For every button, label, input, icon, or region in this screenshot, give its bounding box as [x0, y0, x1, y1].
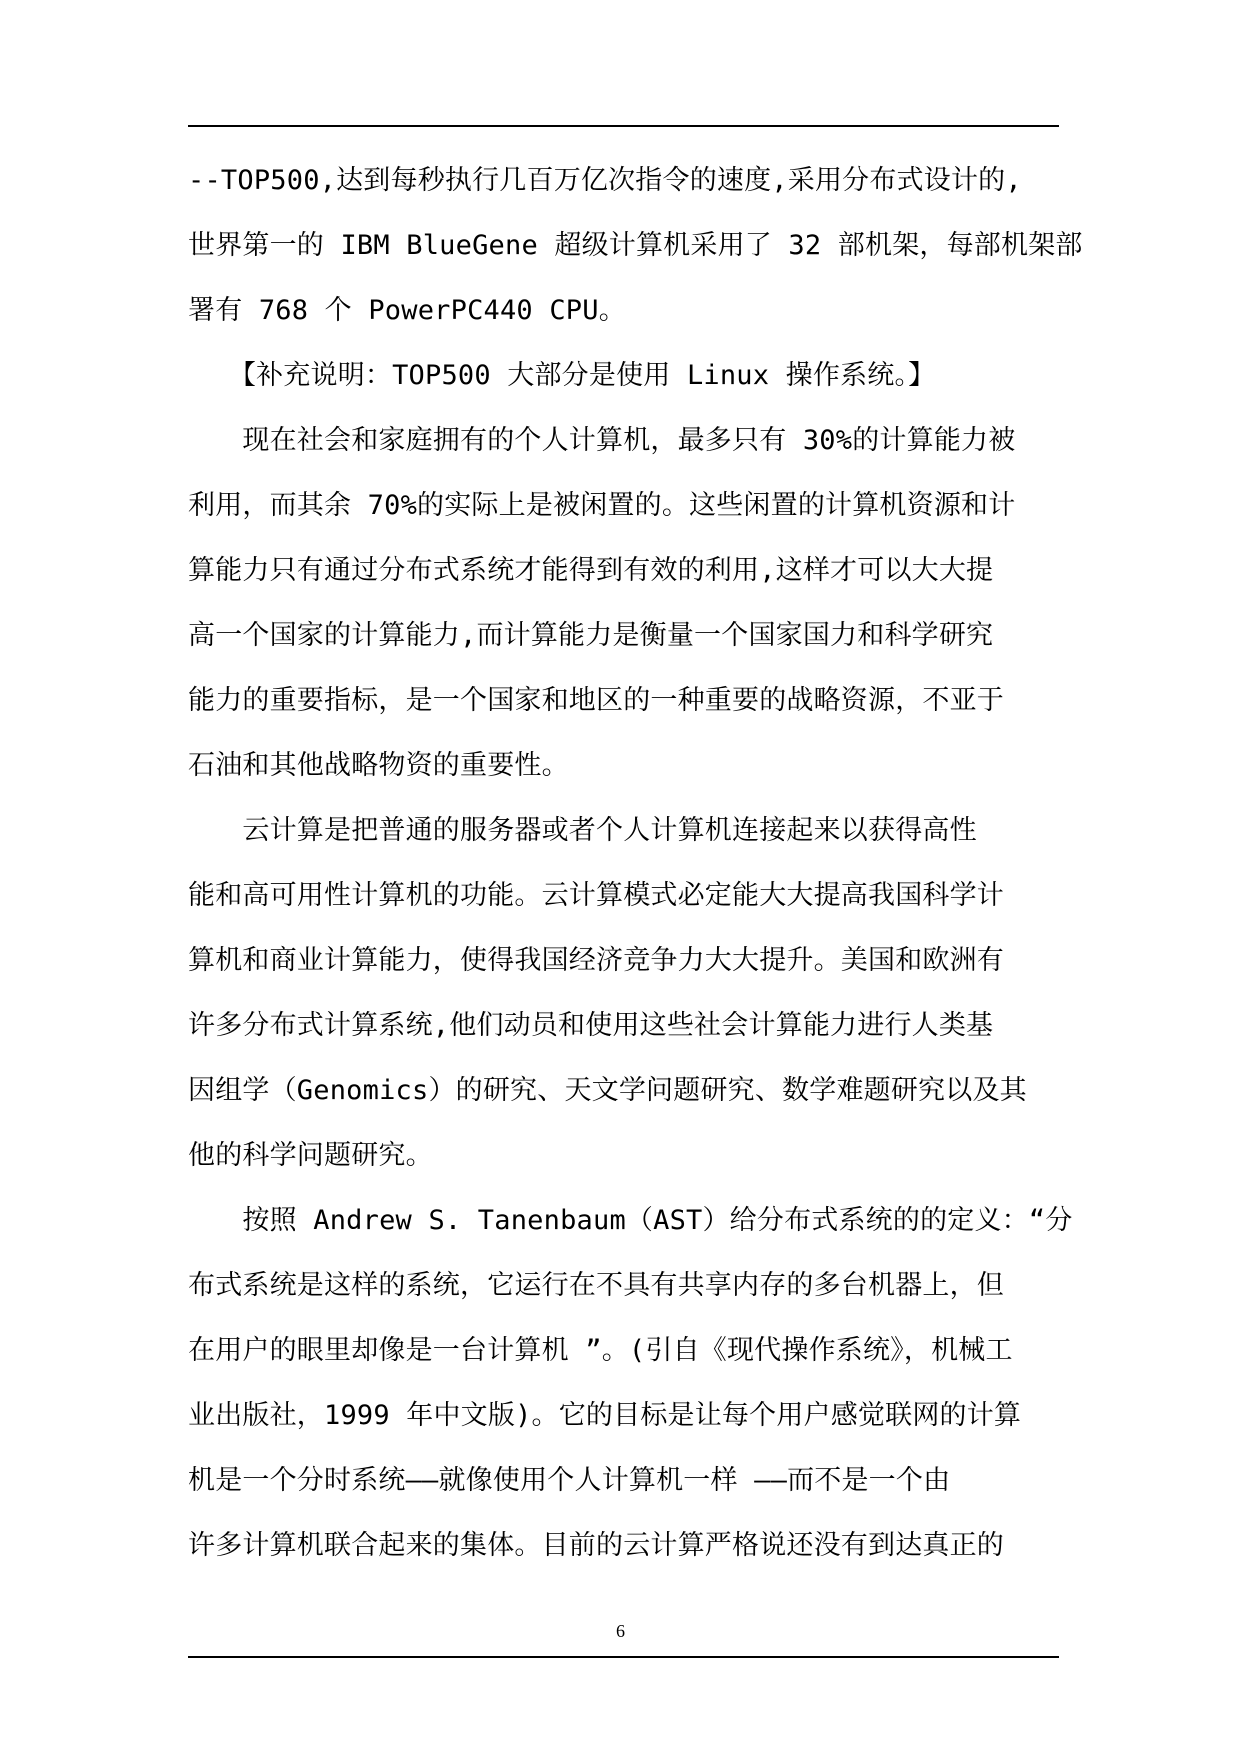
text-line: 业出版社，1999 年中文版)。它的目标是让每个用户感觉联网的计算 — [188, 1400, 1022, 1431]
text-line: 云计算是把普通的服务器或者个人计算机连接起来以获得高性 — [188, 815, 977, 846]
text-line: 利用，而其余 70%的实际上是被闲置的。这些闲置的计算机资源和计 — [188, 490, 1016, 521]
body-text — [188, 148, 1083, 1578]
text-line: 按照 Andrew S. Tanenbaum（AST）给分布式系统的的定义：“分 — [188, 1205, 1073, 1236]
text-line: 能力的重要指标，是一个国家和地区的一种重要的战略资源，不亚于 — [188, 685, 1004, 716]
text-line: 在用户的眼里却像是一台计算机 ”。(引自《现代操作系统》，机械工 — [188, 1335, 1013, 1366]
text-line: 他的科学问题研究。 — [188, 1140, 433, 1171]
text-line: 世界第一的 IBM BlueGene 超级计算机采用了 32 部机架，每部机架部 — [188, 230, 1083, 261]
footer-rule — [188, 1656, 1059, 1658]
page-number: 6 — [616, 1621, 625, 1641]
text-line: 算机和商业计算能力，使得我国经济竞争力大大提升。美国和欧洲有 — [188, 945, 1004, 976]
text-line: 能和高可用性计算机的功能。云计算模式必定能大大提高我国科学计 — [188, 880, 1004, 911]
text-line: 许多计算机联合起来的集体。目前的云计算严格说还没有到达真正的 — [188, 1530, 1004, 1561]
text-line: 布式系统是这样的系统，它运行在不具有共享内存的多台机器上，但 — [188, 1270, 1004, 1301]
header-rule — [188, 125, 1059, 127]
text-line: 【补充说明：TOP500 大部分是使用 Linux 操作系统。】 — [188, 360, 936, 391]
text-line: 机是一个分时系统——就像使用个人计算机一样 ——而不是一个由 — [188, 1465, 951, 1496]
text-line: 因组学（Genomics）的研究、天文学问题研究、数学难题研究以及其 — [188, 1075, 1027, 1106]
text-line: 算能力只有通过分布式系统才能得到有效的利用,这样才可以大大提 — [188, 555, 994, 586]
text-line: 署有 768 个 PowerPC440 CPU。 — [188, 295, 626, 326]
text-line: 现在社会和家庭拥有的个人计算机，最多只有 30%的计算能力被 — [188, 425, 1016, 456]
text-line: 许多分布式计算系统,他们动员和使用这些社会计算能力进行人类基 — [188, 1010, 994, 1041]
text-line: 石油和其他战略物资的重要性。 — [188, 750, 569, 781]
text-line: --TOP500,达到每秒执行几百万亿次指令的速度,采用分布式设计的, — [188, 165, 1022, 196]
text-line: 高一个国家的计算能力,而计算能力是衡量一个国家国力和科学研究 — [188, 620, 994, 651]
